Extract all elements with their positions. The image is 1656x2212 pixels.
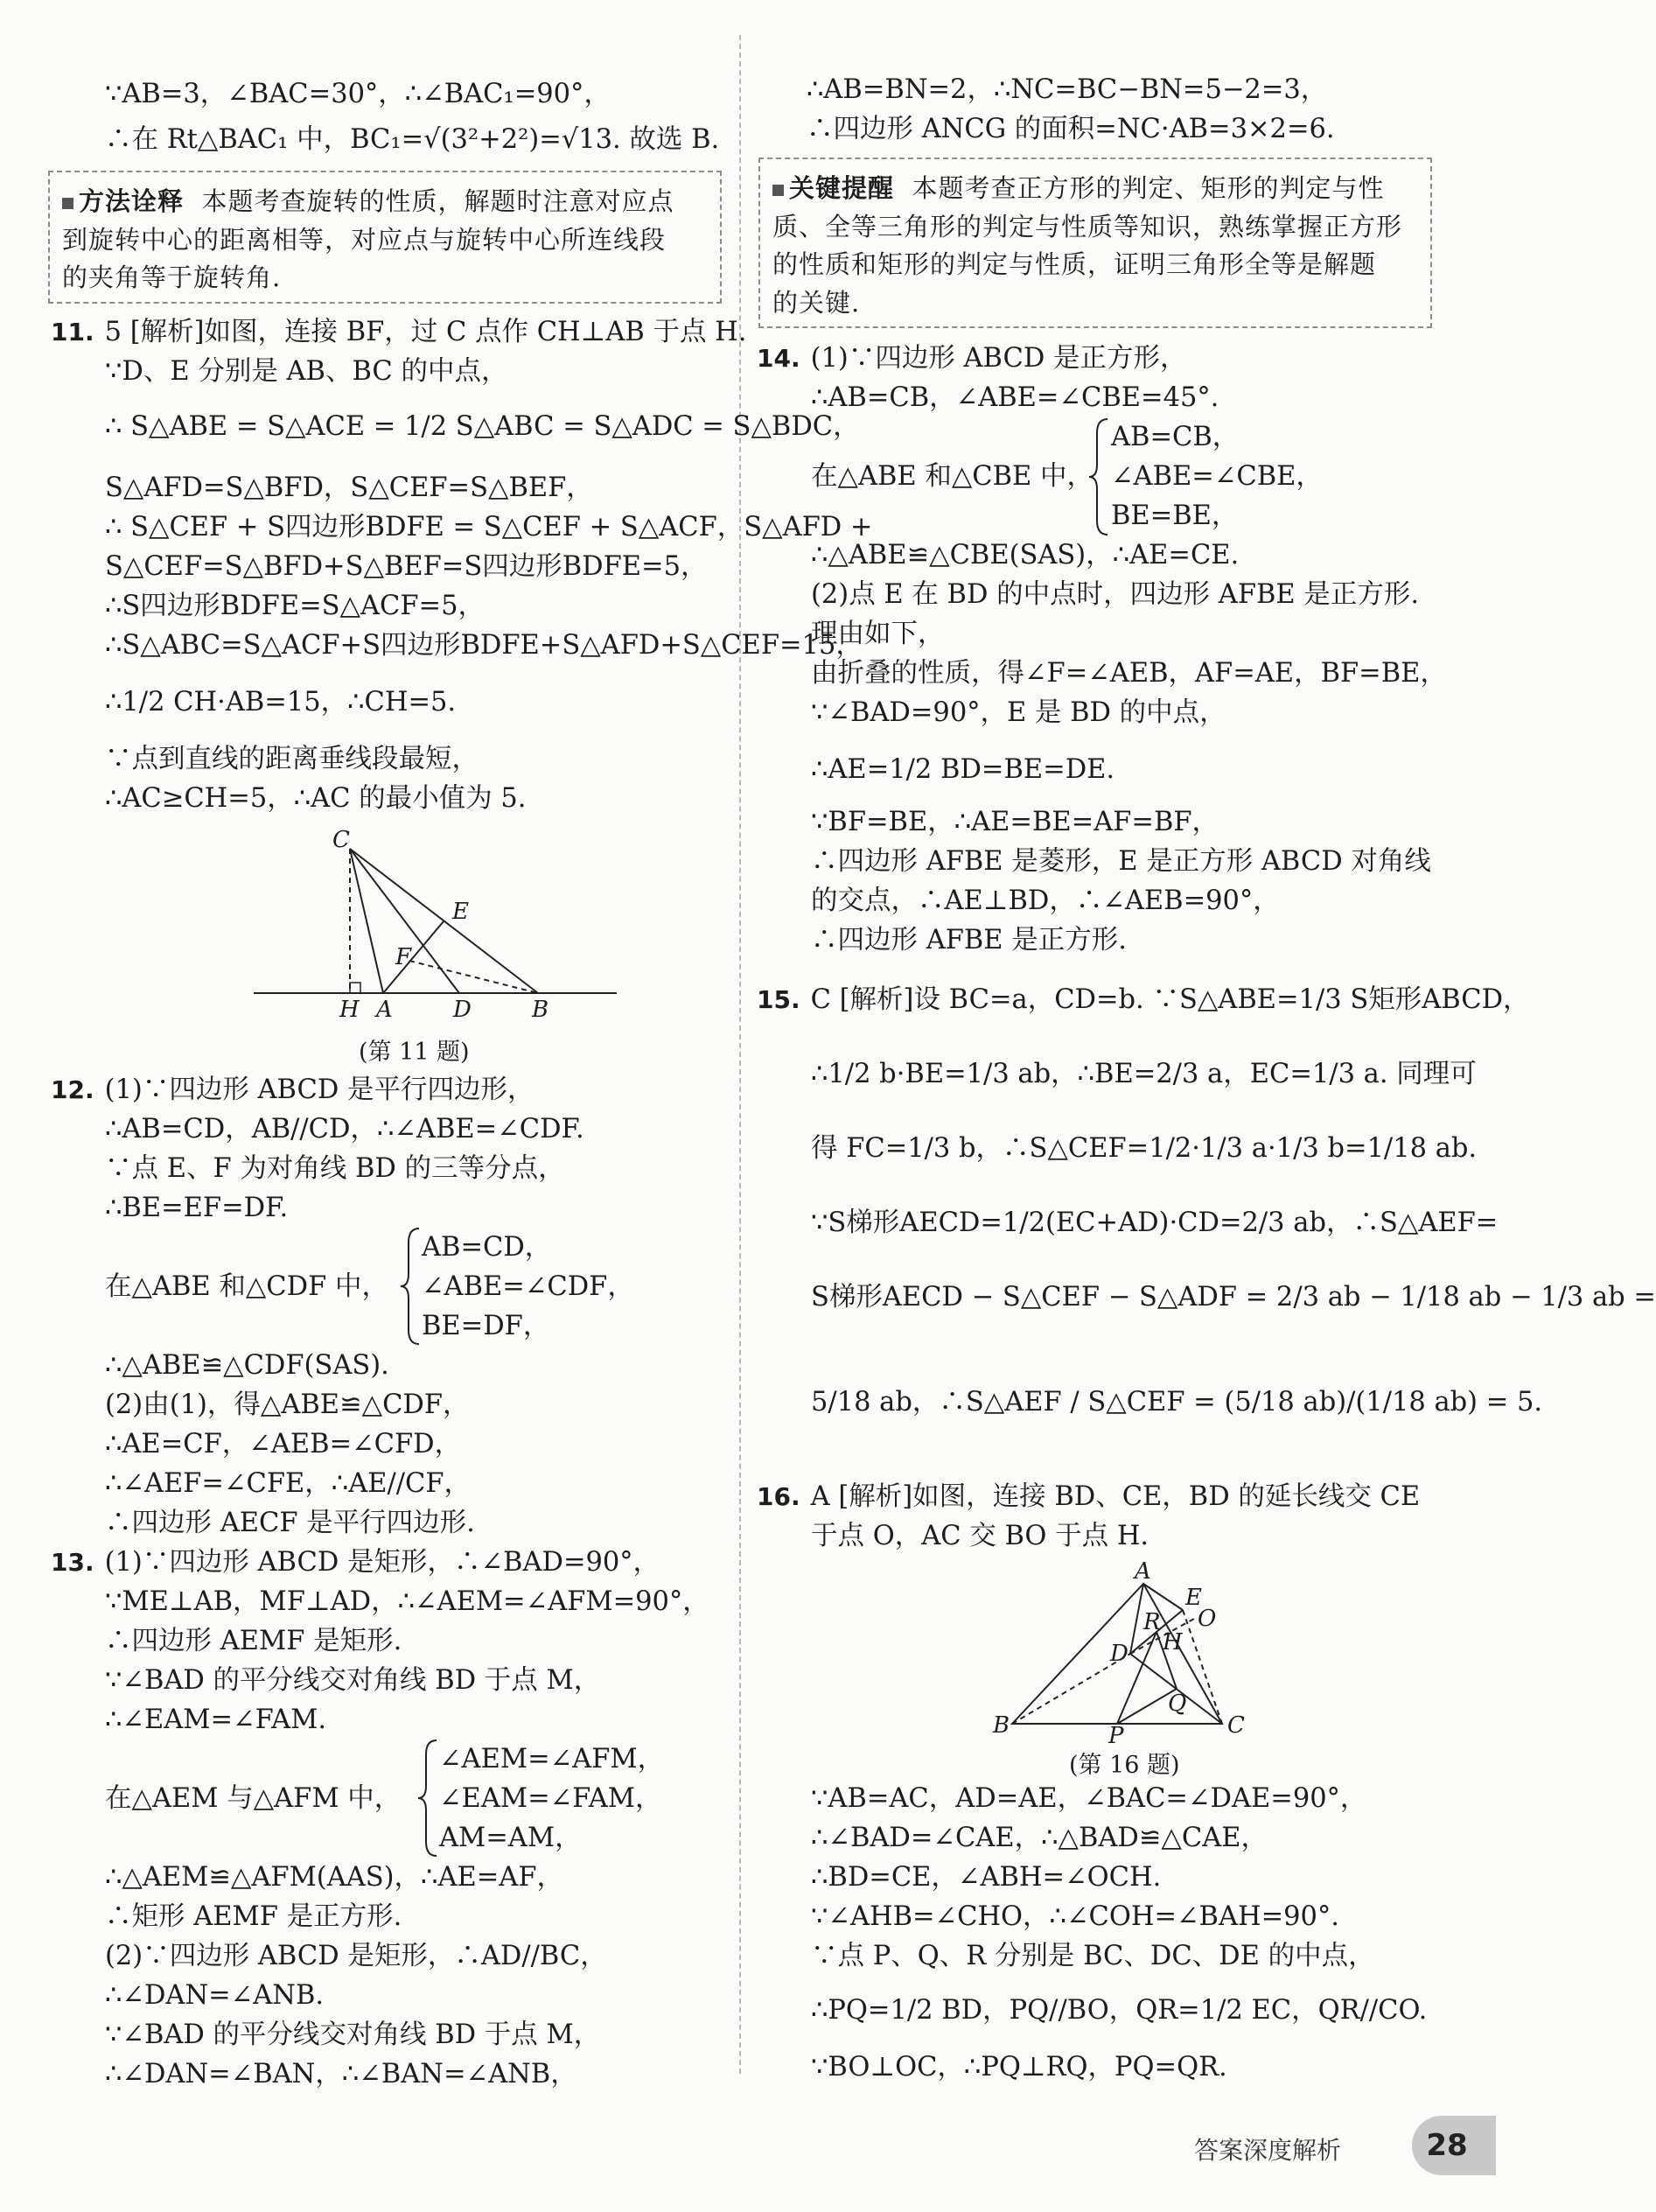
- text-line: AM=AM，: [439, 1823, 582, 1853]
- text-line: 在△AEM 与△AFM 中，: [105, 1783, 402, 1814]
- question-number: 11.: [51, 318, 94, 346]
- label-h: H: [339, 997, 360, 1023]
- note-line: 本题考查正方形的判定、矩形的判定与性: [912, 173, 1385, 203]
- text-line: ∠ABE=∠CBE，: [1111, 461, 1323, 492]
- text-line: S梯形AECD − S△CEF − S△ADF = 2/3 ab − 1/18 ab − 1/3 ab =: [811, 1282, 1656, 1312]
- text-line: 在△ABE 和△CBE 中，: [811, 461, 1094, 492]
- question-11-first-line: [51, 317, 746, 349]
- question-number: 12.: [51, 1075, 94, 1104]
- note-line: 到旋转中心的距离相等，对应点与旋转中心所连线段: [62, 224, 667, 255]
- text-line: 在△ABE 和△CDF 中，: [105, 1271, 388, 1302]
- label-d: D: [453, 997, 472, 1023]
- note-line: 本题考查旋转的性质，解题时注意对应点: [201, 186, 674, 216]
- segment-ad: [1130, 1584, 1143, 1654]
- label-b: B: [993, 1712, 1010, 1739]
- label-c: C: [1227, 1712, 1245, 1739]
- text-line: C [解析]设 BC=a，CD=b. ∵S△ABE=1/3 S矩形ABCD，: [810, 984, 1530, 1015]
- text-line: ∴ S△CEF + S四边形BDFE = S△CEF + S△ACF，S△AFD +: [105, 512, 873, 542]
- text-line: ∴∠EAM=∠FAM.: [105, 1704, 327, 1735]
- text-line: ∵BF=BE，∴AE=BE=AF=BF，: [811, 807, 1219, 837]
- text-line: ∴∠BAD=∠CAE，∴△BAD≌△CAE，: [811, 1823, 1268, 1853]
- text-line: ∠EAM=∠FAM，: [439, 1783, 662, 1814]
- question-13-first-line: [51, 1547, 660, 1579]
- text-line: ∴AB=CB，∠ABE=∠CBE=45°.: [811, 382, 1219, 413]
- note-heading: 方法诠释: [79, 186, 185, 216]
- text-line: BE=BE，: [1111, 500, 1239, 531]
- text-line: ∴1/2 b·BE=1/3 ab，∴BE=2/3 a，EC=1/3 a. 同理可: [811, 1059, 1477, 1089]
- note-heading: 关键提醒: [789, 173, 895, 203]
- question-number: 16.: [757, 1482, 800, 1511]
- figure-16: [960, 1558, 1275, 1749]
- text-line: ∴AE=CF，∠AEB=∠CFD，: [105, 1429, 462, 1460]
- text-line: ∴AC≥CH=5，∴AC 的最小值为 5.: [105, 783, 527, 814]
- method-note-box: [48, 171, 722, 304]
- label-d: D: [1110, 1641, 1128, 1667]
- question-number: 13.: [51, 1548, 94, 1577]
- text-line: ∴PQ=1/2 BD，PQ//BO，QR=1/2 EC，QR//CO.: [811, 1995, 1428, 2026]
- label-b: B: [532, 997, 549, 1023]
- text-line: ∠ABE=∠CDF，: [422, 1271, 634, 1302]
- text-line: ∵ME⊥AB，MF⊥AD，∴∠AEM=∠AFM=90°，: [105, 1586, 709, 1617]
- text-line: ∴△ABE≌△CDF(SAS).: [105, 1350, 389, 1381]
- text-line: ∵∠AHB=∠CHO，∴∠COH=∠BAH=90°.: [811, 1901, 1339, 1932]
- text-line: 理由如下，: [811, 619, 945, 649]
- question-number: 14.: [757, 344, 800, 373]
- text-line: ∴在 Rt△BAC₁ 中，BC₁=√(3²+2²)=√13. 故选 B.: [105, 124, 720, 155]
- text-line: ∴∠AEF=∠CFE，∴AE//CF，: [105, 1468, 472, 1499]
- text-line: ∵∠BAD 的平分线交对角线 BD 于点 M，: [105, 2020, 601, 2050]
- figure-11: [245, 822, 630, 1023]
- text-line: (1)∵四边形 ABCD 是矩形，∴∠BAD=90°，: [104, 1547, 660, 1578]
- brace: [416, 1737, 442, 1859]
- text-line: ∵点 P、Q、R 分别是 BC、DC、DE 的中点，: [811, 1941, 1375, 1971]
- text-line: ∵AB=AC，AD=AE，∠BAC=∠DAE=90°，: [811, 1783, 1367, 1814]
- text-line: (2)由(1)，得△ABE≌△CDF，: [105, 1390, 470, 1420]
- text-line: ∵∠BAD=90°，E 是 BD 的中点，: [811, 697, 1226, 728]
- text-line: AB=CB，: [1111, 422, 1240, 452]
- segment-ae: [1143, 1584, 1183, 1610]
- text-line: BE=DF，: [422, 1311, 550, 1341]
- page-number: 28: [1412, 2116, 1496, 2175]
- label-p: P: [1108, 1723, 1124, 1749]
- text-line: S△AFD=S△BFD，S△CEF=S△BEF，: [105, 472, 593, 503]
- text-line: ∴矩形 AEMF 是正方形.: [105, 1901, 402, 1932]
- text-line: 的交点，∴AE⊥BD，∴∠AEB=90°，: [811, 886, 1280, 916]
- text-line: ∵∠BAD 的平分线交对角线 BD 于点 M，: [105, 1665, 601, 1696]
- text-line: (1)∵四边形 ABCD 是正方形，: [810, 343, 1187, 374]
- text-line: S△CEF=S△BFD+S△BEF=S四边形BDFE=5，: [105, 551, 708, 582]
- label-e: E: [452, 899, 469, 925]
- text-line: ∴ S△ABE = S△ACE = 1/2 S△ABC = S△ADC = S△BDC，: [105, 411, 860, 442]
- text-line: ∴BD=CE，∠ABH=∠OCH.: [811, 1862, 1162, 1893]
- note-line: 的性质和矩形的判定与性质，证明三角形全等是解题: [772, 249, 1377, 279]
- footer-label: 答案深度解析: [1194, 2136, 1342, 2165]
- text-line: 由折叠的性质，得∠F=∠AEB，AF=AE，BF=BE，: [811, 658, 1447, 689]
- text-line: 5 [解析]如图，连接 BF，过 C 点作 CH⊥AB 于点 H.: [104, 317, 747, 347]
- brace: [398, 1225, 424, 1348]
- figure-caption: (第 11 题): [359, 1039, 470, 1066]
- label-h: H: [1163, 1629, 1183, 1656]
- text-line: ∴四边形 AFBE 是菱形，E 是正方形 ABCD 对角线: [811, 846, 1431, 877]
- segment-fb: [409, 961, 538, 993]
- text-line: (1)∵四边形 ABCD 是平行四边形，: [104, 1074, 535, 1105]
- text-line: 于点 O，AC 交 BO 于点 H.: [811, 1521, 1149, 1551]
- label-o: O: [1198, 1606, 1217, 1632]
- text-line: 得 FC=1/3 b，∴S△CEF=1/2·1/3 a·1/3 b=1/18 ab.: [811, 1133, 1478, 1164]
- note-line: 的夹角等于旋转角.: [62, 262, 282, 292]
- text-line: AB=CD，: [422, 1232, 552, 1263]
- text-line: ∴四边形 ANCG 的面积=NC·AB=3×2=6.: [807, 114, 1335, 144]
- text-line: 5/18 ab，∴S△AEF / S△CEF = (5/18 ab)/(1/18 ab) = 5.: [811, 1387, 1543, 1418]
- text-line: ∴1/2 CH·AB=15，∴CH=5.: [105, 687, 457, 718]
- text-line: ∠AEM=∠AFM，: [439, 1744, 665, 1774]
- question-16-first-line: [757, 1481, 1420, 1514]
- label-c: C: [332, 827, 350, 853]
- label-a: A: [376, 997, 393, 1023]
- question-15-first-line: [757, 984, 1530, 1017]
- text-line: ∴△ABE≌△CBE(SAS)，∴AE=CE.: [811, 540, 1240, 570]
- text-line: ∵AB=3，∠BAC=30°，∴∠BAC₁=90°，: [105, 79, 611, 109]
- question-number: 15.: [757, 985, 800, 1014]
- text-line: ∵D、E 分别是 AB、BC 的中点，: [105, 356, 508, 387]
- text-line: ∴∠DAN=∠ANB.: [105, 1980, 325, 2011]
- text-line: ∵点到直线的距离垂线段最短，: [105, 744, 479, 774]
- text-line: ∵BO⊥OC，∴PQ⊥RQ，PQ=QR.: [811, 2052, 1227, 2082]
- square-icon: [772, 185, 784, 196]
- label-e: E: [1185, 1585, 1202, 1611]
- key-note-box: [758, 158, 1432, 328]
- text-line: (2)点 E 在 BD 的中点时，四边形 AFBE 是正方形.: [811, 579, 1420, 610]
- text-line: (2)∵四边形 ABCD 是矩形，∴AD//BC，: [105, 1941, 607, 1971]
- note-line: 的关键.: [772, 287, 861, 318]
- text-line: ∵点 E、F 为对角线 BD 的三等分点，: [105, 1153, 565, 1184]
- text-line: ∵S梯形AECD=1/2(EC+AD)·CD=2/3 ab，∴S△AEF=: [811, 1208, 1499, 1238]
- square-icon: [62, 198, 73, 209]
- question-12-first-line: [51, 1074, 535, 1107]
- note-line: 质、全等三角形的判定与性质等知识，熟练掌握正方形: [772, 211, 1403, 242]
- text-line: ∴S四边形BDFE=S△ACF=5，: [105, 591, 485, 621]
- text-line: ∴四边形 AEMF 是矩形.: [105, 1626, 402, 1656]
- text-line: ∴AE=1/2 BD=BE=DE.: [811, 754, 1115, 785]
- text-line: A [解析]如图，连接 BD、CE，BD 的延长线交 CE: [810, 1481, 1421, 1512]
- text-line: ∴△AEM≌△AFM(AAS)，∴AE=AF，: [105, 1862, 563, 1893]
- text-line: ∴S△ABC=S△ACF+S四边形BDFE+S△AFD+S△CEF=15，: [105, 630, 863, 661]
- label-r: R: [1143, 1609, 1161, 1635]
- label-f: F: [395, 944, 412, 970]
- text-line: ∴AB=BN=2，∴NC=BC−BN=5−2=3，: [807, 74, 1328, 105]
- question-14-first-line: [757, 343, 1187, 375]
- right-angle-mark: [350, 983, 360, 993]
- text-line: ∴BE=EF=DF.: [105, 1193, 289, 1223]
- figure-caption: (第 16 题): [1069, 1752, 1180, 1779]
- label-q: Q: [1168, 1690, 1187, 1717]
- text-line: ∴四边形 AECF 是平行四边形.: [105, 1508, 475, 1538]
- text-line: ∴AB=CD，AB//CD，∴∠ABE=∠CDF.: [105, 1114, 584, 1144]
- text-line: ∴∠DAN=∠BAN，∴∠BAN=∠ANB，: [105, 2059, 577, 2090]
- text-line: ∴四边形 AFBE 是正方形.: [811, 925, 1127, 956]
- label-a: A: [1135, 1558, 1151, 1585]
